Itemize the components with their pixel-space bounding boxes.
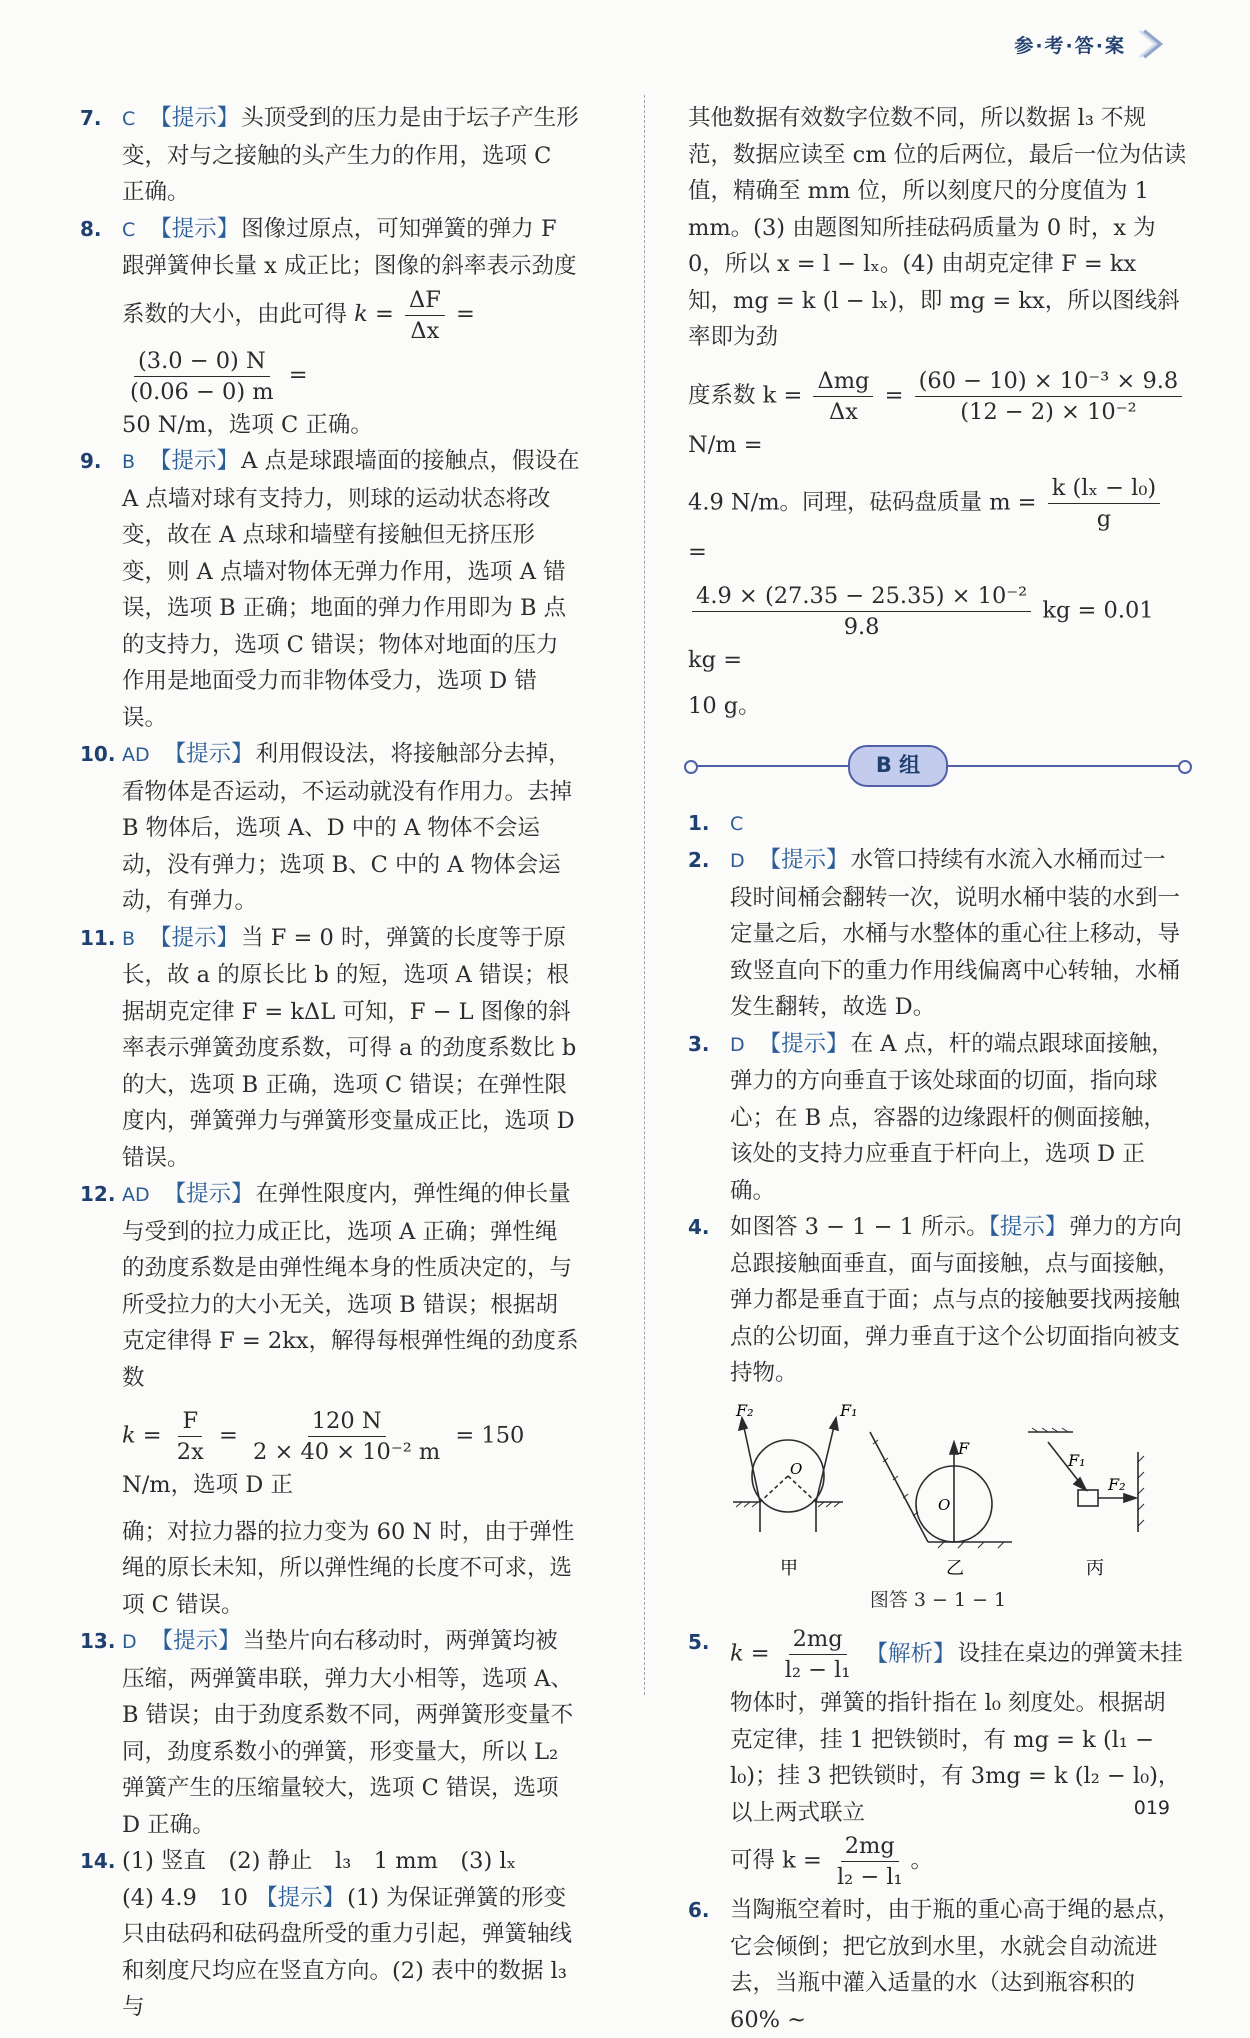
answer-item-7 (80, 100, 580, 211)
divider-dot-icon (684, 760, 698, 774)
fraction (126, 346, 278, 407)
answer-text-end: 50 N/m，选项 C 正确。 (122, 411, 373, 438)
item-number: 2. (688, 848, 710, 872)
arrowhead-icon (950, 1442, 958, 1454)
denominator: 2 × 40 × 10⁻² m (252, 1439, 441, 1465)
denominator: l₂ − l₁ (836, 1864, 903, 1890)
label-bing: 丙 (1086, 1557, 1104, 1579)
arrowhead-icon (830, 1418, 838, 1430)
divider-dot-icon (1178, 760, 1192, 774)
group-divider (688, 743, 1188, 787)
tip-label: 【提示】 (758, 847, 849, 873)
answer-choice: B (122, 451, 136, 473)
b-answer-item-6 (688, 1892, 1188, 2038)
b-answer-item-5 (688, 1624, 1188, 1892)
answer-text: 如图答 3 − 1 − 1 所示。 (730, 1214, 989, 1240)
diagram-bing (1028, 1428, 1144, 1532)
fraction (813, 366, 873, 427)
denominator: (0.06 − 0) m (130, 378, 274, 405)
denominator: Δx (828, 398, 858, 425)
item-number: 14. (80, 1849, 116, 1873)
formula-tail: = (288, 362, 308, 388)
denominator: 9.8 (843, 613, 880, 640)
numerator: Δmg (813, 366, 873, 397)
formula-tail: N/m = (688, 431, 763, 458)
numerator: (60 − 10) × 10⁻³ × 9.8 (915, 366, 1183, 397)
formula-tail: 。 (910, 1847, 934, 1874)
label-o2: O (938, 1495, 951, 1514)
arrowhead-icon (1074, 1478, 1086, 1490)
b-answer-item-1 (688, 805, 1188, 843)
item-number: 10. (80, 742, 116, 766)
force-diagram-figure (688, 1402, 1188, 1619)
formula-tail: kg = 0.01 kg = (688, 597, 1154, 673)
column-divider (644, 95, 645, 1695)
fraction (405, 285, 445, 346)
b-answer-item-2 (688, 842, 1188, 1026)
answer-choice: C (122, 218, 136, 241)
b-answer-item-4 (688, 1209, 1188, 1392)
formula (688, 473, 1188, 571)
fraction (781, 1624, 855, 1685)
answer-item-12 (80, 1176, 580, 1623)
answer-text: 弹力的方向总跟接触面垂直，面与面接触，点与面接触，弹力都是垂直于面；点与点的接触要找两接触点的公切面，弹力垂直于这个公切面指向被支持物。 (730, 1214, 1182, 1386)
radius-line (760, 1476, 788, 1502)
answer-text: (1) 为保证弹簧的形变只由砝码和砝码盘所受的重力引起，弹簧轴线和刻度尺均应在竖直方向。(2) 表中的数据 l₃ 与 (122, 1884, 573, 2020)
item-number: 4. (688, 1215, 710, 1239)
answer-item-8 (80, 211, 580, 444)
formula-tail: = 150 N/m，选项 D 正 (122, 1422, 525, 1498)
answer-text: 设挂在桌边的弹簧未挂物体时，弹簧的指针指在 l₀ 刻度处。根据胡克定律，挂 1 把铁锁时，有 mg = k (l₁ − l₀)；挂 3 把铁锁时，有 3mg = k (l₂ − l₀)，以上两式联立 (730, 1640, 1183, 1826)
item-number: 6. (688, 1898, 710, 1922)
answer-text: 在弹性限度内，弹性绳的伸长量与受到的拉力成正比，选项 A 正确；弹性绳的劲度系数是由弹性绳本身的性质决定的，与所受拉力的大小无关，选项 B 错误；根据胡克定律得 F = 2kx，解得每根弹性绳的劲度系数 (122, 1181, 579, 1391)
left-column (80, 100, 580, 2026)
item-number: 8. (80, 216, 102, 241)
denominator: g (1096, 506, 1112, 532)
formula-lhs: k = (730, 1640, 770, 1667)
tip-label: 【提示】 (149, 105, 240, 131)
formula (688, 366, 1188, 464)
label-f2: F₂ (736, 1401, 754, 1420)
right-column (688, 100, 1188, 2038)
diagram-yi (870, 1432, 1012, 1548)
answer-item-14 (80, 1843, 580, 2026)
answer-blanks: (1) 竖直 (2) 静止 l₃ 1 mm (3) lₓ (122, 1848, 517, 1874)
answer-item-9 (80, 443, 580, 736)
formula (122, 1406, 580, 1504)
answer-text: 头顶受到的压力是由于坛子产生形变，对与之接触的头产生力的作用，选项 C 正确。 (122, 105, 579, 205)
item-number: 12. (80, 1182, 116, 1206)
fraction (833, 1831, 907, 1892)
answer-text: 利用假设法，将接触部分去掉，看物体是否运动，不运动就没有作用力。去掉 B 物体后，选项 A、D 中的 A 物体不会运动，没有弹力；选项 B、C 中的 A 物体会运动，有弹力。 (122, 741, 573, 914)
fraction (692, 581, 1031, 642)
numerator: 4.9 × (27.35 − 25.35) × 10⁻² (692, 581, 1031, 612)
tip-label: 【提示】 (163, 1181, 254, 1207)
answer-choice: D (730, 1033, 745, 1056)
answer-choice: C (122, 108, 136, 130)
answer-choice: C (730, 812, 744, 835)
item-number: 11. (80, 925, 116, 950)
numerator: 2mg (841, 1831, 899, 1862)
answer-item-13 (80, 1623, 580, 1843)
answer-item-10 (80, 736, 580, 920)
answer-item-11 (80, 920, 580, 1177)
fraction (915, 366, 1183, 427)
b-answer-item-3 (688, 1026, 1188, 1210)
item-number: 3. (688, 1031, 710, 1056)
item-number: 13. (80, 1629, 116, 1653)
numerator: F (178, 1406, 202, 1437)
denominator: l₂ − l₁ (784, 1657, 851, 1683)
equals: = (456, 301, 475, 327)
formula-lhs: 4.9 N/m。同理，砝码盘质量 m = (688, 489, 1037, 516)
tip-label: 【提示】 (255, 1884, 346, 1911)
answer-text: 水管口持续有水流入水桶而过一段时间桶会翻转一次，说明水桶中装的水到一定量之后，水桶与水整体的重心往上移动，导致竖直向下的重力作用线偏离中心转轴，水桶发生翻转，故选 D。 (730, 847, 1181, 1020)
tip-label: 【提示】 (149, 924, 240, 951)
group-label: B 组 (848, 745, 948, 787)
formula-lhs: k = (354, 301, 394, 327)
tip-label: 【提示】 (149, 448, 240, 474)
answer-text: 图像过原点，可知弹簧的弹力 F 跟弹簧伸长量 x 成正比；图像的斜率表示劲度系数的大小，由此可得 (122, 215, 577, 327)
tip-label: 【提示】 (149, 215, 240, 242)
fraction (173, 1406, 208, 1467)
label-o: O (790, 1459, 803, 1478)
answer-choice: AD (122, 744, 150, 766)
label-f1: F₁ (840, 1401, 858, 1420)
equals: = (884, 382, 904, 408)
label-jia: 甲 (780, 1557, 798, 1579)
header-tag (1014, 26, 1170, 62)
formula-lhs: 度系数 k = (688, 382, 803, 408)
answer-text: 当陶瓶空着时，由于瓶的重心高于绳的悬点，它会倾倒；把它放到水里，水就会自动流进去，当瓶中灌入适量的水（达到瓶容积的 60% ~ (730, 1897, 1181, 2033)
answer-choice: D (730, 850, 745, 872)
tip-label: 【提示】 (758, 1030, 849, 1057)
answer-choice: AD (122, 1184, 150, 1206)
fraction (249, 1406, 444, 1467)
numerator: 2mg (789, 1624, 847, 1655)
answer-text-end: 确；对拉力器的拉力变为 60 N 时，由于弹性绳的原长未知，所以弹性绳的长度不可求，选项 C 错误。 (122, 1518, 575, 1618)
equals: = (218, 1422, 238, 1449)
answer-text: 当垫片向右移动时，两弹簧均被压缩，两弹簧串联，弹力大小相等，选项 A、B 错误；由于劲度系数不同，两弹簧形变量不同，劲度系数小的弹簧，形变量大，所以 L₂ 弹簧产生的压缩量较大，选项 C 错误，选项 D 正确。 (122, 1628, 574, 1838)
denominator: Δx (410, 317, 440, 344)
formula (730, 1831, 1188, 1892)
answer-text: A 点是球跟墙面的接触点，假设在 A 点墙对球有支持力，则球的运动状态将改变，故在 A 点球和墙壁有接触但无挤压形变，则 A 点墙对物体无弹力作用，选项 A 错误，选项 B 正确；地面的弹力作用即为 B 点的支持力，选项 C 错误；物体对地面的压力作用是地面受力而非物体受力，选项 D 错误。 (122, 448, 580, 731)
label-f: F (958, 1438, 970, 1458)
numerator: ΔF (405, 285, 445, 316)
label-f1-bing: F₁ (1068, 1450, 1086, 1470)
item-number: 9. (80, 449, 102, 473)
chevron-right-icon (1136, 27, 1170, 61)
label-f2-bing: F₂ (1108, 1474, 1126, 1494)
formula-lhs: 可得 k = (730, 1847, 822, 1874)
fraction (1048, 473, 1160, 534)
force-arrow (742, 1418, 760, 1502)
force-arrow (816, 1418, 836, 1502)
denominator: 2x (176, 1439, 204, 1465)
answer-choice: D (122, 1631, 137, 1653)
label-yi: 乙 (946, 1557, 964, 1579)
formula-tail: = (688, 539, 707, 565)
numerator: (3.0 − 0) N (134, 346, 270, 377)
answer-text: 其他数据有效数字位数不同，所以数据 l₃ 不规范，数据应读至 cm 位的后两位，最后一位为估读值，精确至 mm 位，所以刻度尺的分度值为 1 mm。(3) 由题图知所挂砝码质量为 0 时，x 为 0，所以 x = l − lₓ。(4) 由胡克定律 F = kx 知，mg = k (l − lₓ)，即 mg = kx，所以图线斜率即为劲 (688, 105, 1187, 350)
radius-line (788, 1476, 816, 1502)
denominator: (12 − 2) × 10⁻² (960, 398, 1137, 425)
block (1078, 1490, 1098, 1506)
formula-lhs: k = (122, 1422, 162, 1449)
answer-blanks: (4) 4.9 10 (122, 1884, 248, 1911)
answer-text: 在 A 点，杆的端点跟球面接触，弹力的方向垂直于该处球面的切面，指向球心；在 B 点，容器的边缘跟杆的侧面接触，该处的支持力应垂直于杆向上，选项 D 正确。 (730, 1030, 1174, 1204)
diagram-jia (733, 1418, 843, 1532)
item-number: 5. (688, 1630, 710, 1654)
tip-label: 【提示】 (163, 741, 254, 767)
numerator: k (lₓ − l₀) (1048, 473, 1160, 504)
page-number: 019 (1133, 1797, 1170, 1819)
answer-item-14-continued (688, 100, 1188, 725)
item-number: 1. (688, 810, 710, 835)
tip-label: 【提示】 (988, 1214, 1068, 1240)
tip-label: 【提示】 (150, 1628, 241, 1654)
hatch-icon (873, 1440, 1004, 1548)
answer-choice: B (122, 927, 136, 950)
force-diagram (728, 1402, 1148, 1582)
arrowhead-icon (1124, 1494, 1136, 1502)
answer-text: 当 F = 0 时，弹簧的长度等于原长，故 a 的原长比 b 的短，选项 A 错误；根据胡克定律 F = kΔL 可知，F − L 图像的斜率表示弹簧劲度系数，可得 a 的劲度系数比 b 的大，选项 B 正确，选项 C 错误；在弹性限度内，弹簧弹力与弹簧形变量成正比，选项 D 错误。 (122, 924, 577, 1171)
numerator: 120 N (308, 1406, 386, 1437)
item-number: 7. (80, 106, 102, 130)
figure-caption: 图答 3 − 1 − 1 (869, 1588, 1007, 1611)
formula (688, 581, 1188, 679)
analysis-label: 【解析】 (865, 1640, 956, 1667)
answer-text-end: 10 g。 (688, 693, 761, 719)
header-label: 参·考·答·案 (1014, 34, 1126, 57)
